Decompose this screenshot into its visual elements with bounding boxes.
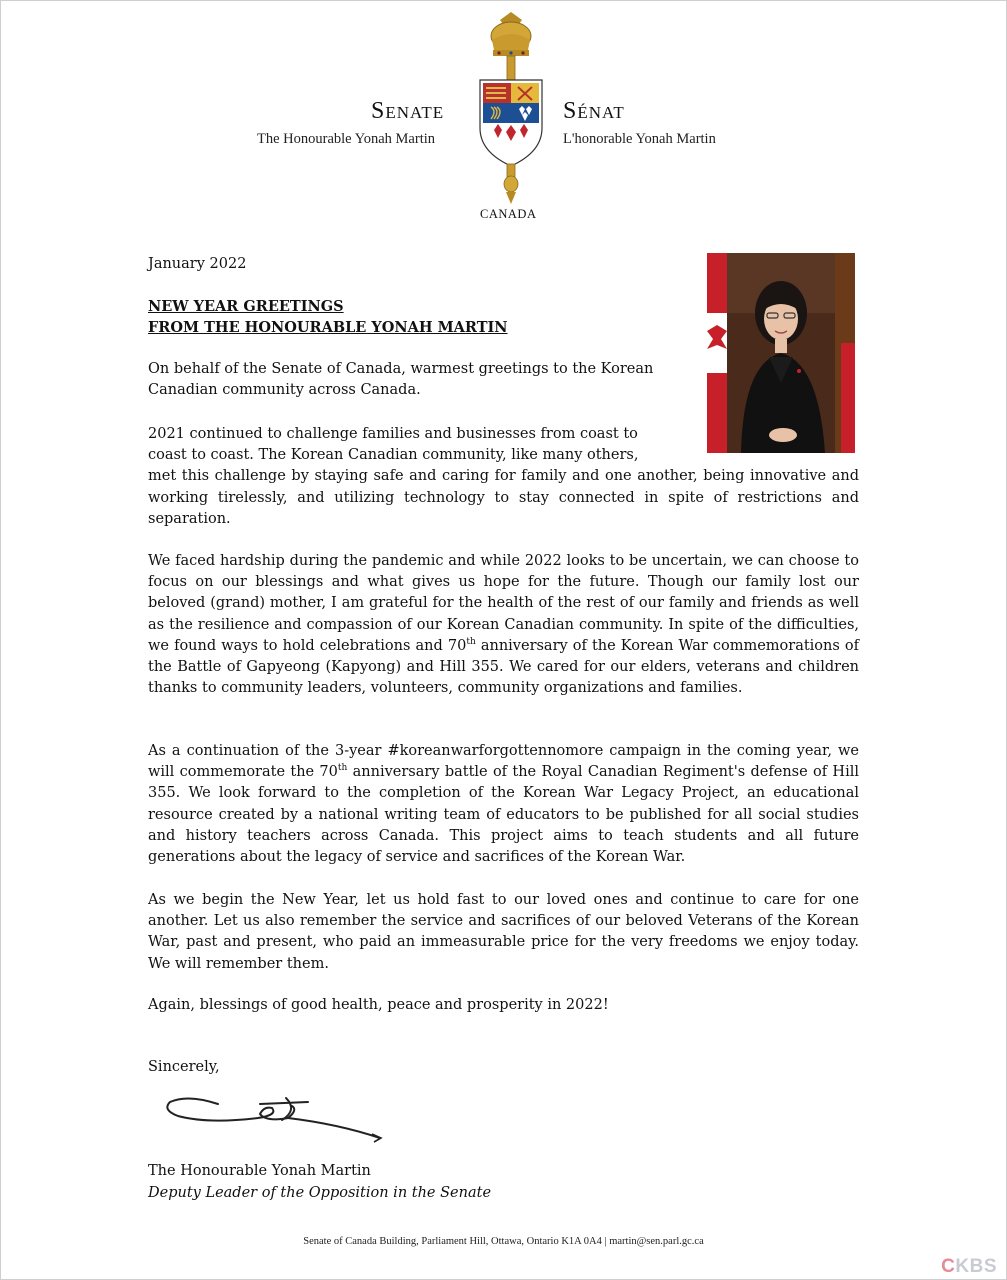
watermark-rest: KBS <box>955 1256 997 1277</box>
paragraph-2-line1: 2021 continued to challenge families and businesses from coast to <box>148 426 638 442</box>
senate-crest-icon <box>466 10 556 206</box>
paragraph-5: As we begin the New Year, let us hold fast to our loved ones and continue to care for one another. Let us also remember the service and sacrifices of our beloved Veterans of the Korean War, past and present, who paid an immeasurable price for the very freedoms we enjoy today. We will remember them. <box>148 892 859 972</box>
watermark-first-letter: C <box>941 1256 956 1277</box>
paragraph-3-superscript: th <box>466 636 476 647</box>
paragraph-2-rest: met this challenge by staying safe and caring for family and one another, being innovative and working tirelessly, and utilizing technology to stay connected in spite of restrictions and separation. <box>148 468 859 527</box>
closing-salutation: Sincerely, <box>148 1059 220 1075</box>
senator-portrait-photo <box>707 253 855 453</box>
letter-date: January 2022 <box>148 256 247 272</box>
handwritten-signature <box>148 1080 398 1152</box>
country-label: CANADA <box>480 207 537 221</box>
paragraph-1: On behalf of the Senate of Canada, warmest greetings to the Korean Canadian community across Canada. <box>148 361 654 399</box>
broadcaster-watermark <box>941 1256 997 1278</box>
footer-address: Senate of Canada Building, Parliament Hill, Ottawa, Ontario K1A 0A4 | martin@sen.parl.gc.ca <box>303 1236 704 1247</box>
paragraph-3-part-b: anniversary of the Korean War commemorations of the Battle of Gapyeong (Kapyong) and Hill 355. We cared for our elders, veterans and children thanks to community leaders, volunteers, community organizations and families. <box>148 637 859 697</box>
letter-title <box>148 296 508 338</box>
paragraph-4-superscript: th <box>337 763 348 774</box>
paragraph-4 <box>148 741 859 868</box>
letter-title-line1: NEW YEAR GREETINGS <box>148 298 344 315</box>
paragraph-4-part-a: As a continuation of the 3-year #koreanwarforgottennomore campaign in the coming year, we will commemorate the 70 <box>148 743 859 781</box>
senate-heading-fr: Sénat <box>563 98 625 124</box>
paragraph-4-part-b: anniversary battle of the Royal Canadian Regiment's defense of Hill 355. We look forward to the completion of the Korean War Legacy Project, an educational resource created by a national writing team of educators to be published for all social studies and history teachers across Canada. This project aims to teach students and all future generations about the legacy of service and sacrifices of the Korean War. <box>148 764 859 866</box>
senate-heading-en: Senate <box>371 98 445 124</box>
signer-name: The Honourable Yonah Martin <box>148 1163 371 1179</box>
signer-title: Deputy Leader of the Opposition in the Senate <box>148 1185 492 1201</box>
paragraph-3-part-a: We faced hardship during the pandemic and while 2022 looks to be uncertain, we can choose to focus on our blessings and what gives us hope for the future. Though our family lost our beloved (grand) mother, I am grateful for the health of the rest of our family and friends as well as the resilience and compassion of our Korean Canadian community. In spite of the difficulties, we found ways to hold celebrations and 70 <box>148 553 859 654</box>
paragraph-3 <box>148 551 859 699</box>
honourable-name-fr: L'honorable Yonah Martin <box>563 131 716 147</box>
letter-title-line2: FROM THE HONOURABLE YONAH MARTIN <box>148 319 508 336</box>
paragraph-6: Again, blessings of good health, peace and prosperity in 2022! <box>148 997 609 1013</box>
paragraph-2-line2: coast to coast. The Korean Canadian community, like many others, <box>148 447 639 464</box>
honourable-name-en: The Honourable Yonah Martin <box>257 131 436 147</box>
paragraph-2 <box>148 424 859 530</box>
